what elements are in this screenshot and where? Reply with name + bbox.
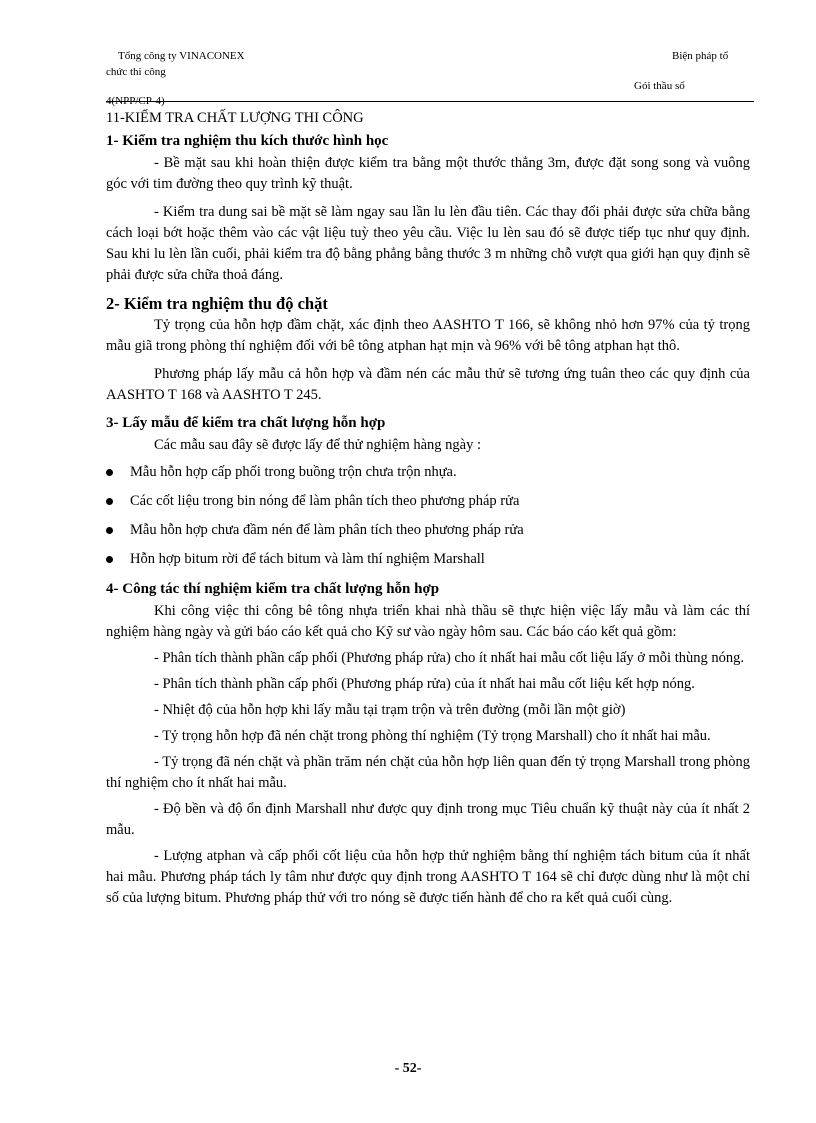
section-4-paragraph: - Độ bền và độ ổn định Marshall như được quy định trong mục Tiêu chuẩn kỹ thuật này của ít nhất 2 mẫu. [106, 801, 750, 838]
bullet-icon [106, 498, 113, 505]
list-item [106, 463, 750, 482]
list-item-text: Các cốt liệu trong bin nóng để làm phân tích theo phương pháp rửa [130, 493, 520, 509]
section-4-paragraph: - Tỷ trọng hỗn hợp đã nén chặt trong phòng thí nghiệm (Tỷ trọng Marshall) cho ít nhất hai mẫu. [154, 728, 711, 744]
section-3-title: 3- Lấy mẫu để kiểm tra chất lượng hỗn hợp [106, 415, 386, 431]
section-1-title: 1- Kiểm tra nghiệm thu kích thước hình học [106, 133, 389, 149]
list-item [106, 492, 750, 511]
section-2-paragraph: Tỷ trọng của hỗn hợp đầm chặt, xác định theo AASHTO T 166, sẽ không nhỏ hơn 97% của tỷ trọng mẫu giã trong phòng thí nghiệm đối với bê tông atphan hạt mịn và 96% với bê tông atphan hạt thô. [106, 317, 750, 354]
list-item [106, 521, 750, 540]
header-rule [106, 101, 754, 102]
page-heading: 11-KIỂM TRA CHẤT LƯỢNG THI CÔNG [106, 110, 364, 126]
section-2-paragraph: Phương pháp lấy mẫu cả hỗn hợp và đầm nén các mẫu thử sẽ tương ứng tuân theo các quy định của AASHTO T 168 và AASHTO T 245. [106, 366, 750, 403]
section-1-paragraph: - Kiểm tra dung sai bề mặt sẽ làm ngay sau lần lu lèn đầu tiên. Các thay đổi phải được sửa chữa bằng cách loại bớt hoặc thêm vào các vật liệu tuỳ theo yêu cầu. Việc lu lèn sau đó sẽ được tiếp tục như quy định. Sau khi lu lèn lần cuối, phải kiểm tra độ bằng phẳng bằng thước 3 m những chỗ vượt qua giới hạn quy định sẽ phải được sửa chữa thoả đáng. [106, 204, 750, 283]
header-title-line1: Biện pháp tổ [672, 50, 729, 62]
list-item-text: Hỗn hợp bitum rời để tách bitum và làm thí nghiệm Marshall [130, 551, 485, 567]
section-4-paragraph: - Tỷ trọng đã nén chặt và phần trăm nén chặt của hỗn hợp liên quan đến tỷ trọng Marshall trong phòng thí nghiệm cho ít nhất hai mẫu. [106, 754, 750, 791]
section-4-title: 4- Công tác thí nghiệm kiểm tra chất lượng hỗn hợp [106, 581, 440, 597]
list-item-text: Mẫu hỗn hợp cấp phối trong buồng trộn chưa trộn nhựa. [130, 464, 457, 480]
section-3-intro: Các mẫu sau đây sẽ được lấy để thử nghiệm hàng ngày : [154, 437, 481, 453]
bullet-icon [106, 527, 113, 534]
section-3-bullet-list [106, 463, 750, 569]
page-number: - 52- [394, 1061, 422, 1076]
section-4-paragraph: - Phân tích thành phần cấp phối (Phương pháp rửa) cho ít nhất hai mẫu cốt liệu lấy ở mỗi thùng nóng. [154, 650, 744, 666]
list-item [106, 550, 750, 569]
bullet-icon [106, 556, 113, 563]
list-item-text: Mẫu hỗn hợp chưa đầm nén để làm phân tích theo phương pháp rửa [130, 522, 524, 538]
document-body [106, 108, 750, 914]
section-2-title: 2- Kiểm tra nghiệm thu độ chặt [106, 294, 328, 313]
header-company: Tổng công ty VINACONEX [118, 50, 245, 62]
header-title-line2: chức thi công [106, 66, 166, 78]
header-package: Gói thầu số [634, 80, 685, 92]
section-1-paragraph: - Bề mặt sau khi hoàn thiện được kiểm tra bằng một thước thẳng 3m, được đặt song song và vuông góc với tim đường theo quy trình kỹ thuật. [106, 155, 750, 192]
section-4-intro: Khi công việc thi công bê tông nhựa triển khai nhà thầu sẽ thực hiện việc lấy mẫu và làm các thí nghiệm hàng ngày và gửi báo cáo kết quả cho Kỹ sư vào ngày hôm sau. Các báo cáo kết quả gồm: [106, 603, 750, 640]
bullet-icon [106, 469, 113, 476]
section-4-paragraph: - Lượng atphan và cấp phối cốt liệu của hỗn hợp thử nghiệm bằng thí nghiệm tách bitum của ít nhất hai mẫu. Phương pháp tách ly tâm như được quy định trong AASHTO T 164 sẽ chỉ được dùng như là một chỉ số của lượng bitum. Phương pháp thử với tro nóng sẽ được tiến hành để cho ra kết quả cuối cùng. [106, 848, 750, 906]
header-package-code: 4(NPP/CP-4) [106, 95, 165, 107]
section-4-paragraph: - Nhiệt độ của hỗn hợp khi lấy mẫu tại trạm trộn và trên đường (mỗi lần một giờ) [154, 702, 626, 718]
section-4-paragraph: - Phân tích thành phần cấp phối (Phương pháp rửa) của ít nhất hai mẫu cốt liệu kết hợp nóng. [154, 676, 695, 692]
